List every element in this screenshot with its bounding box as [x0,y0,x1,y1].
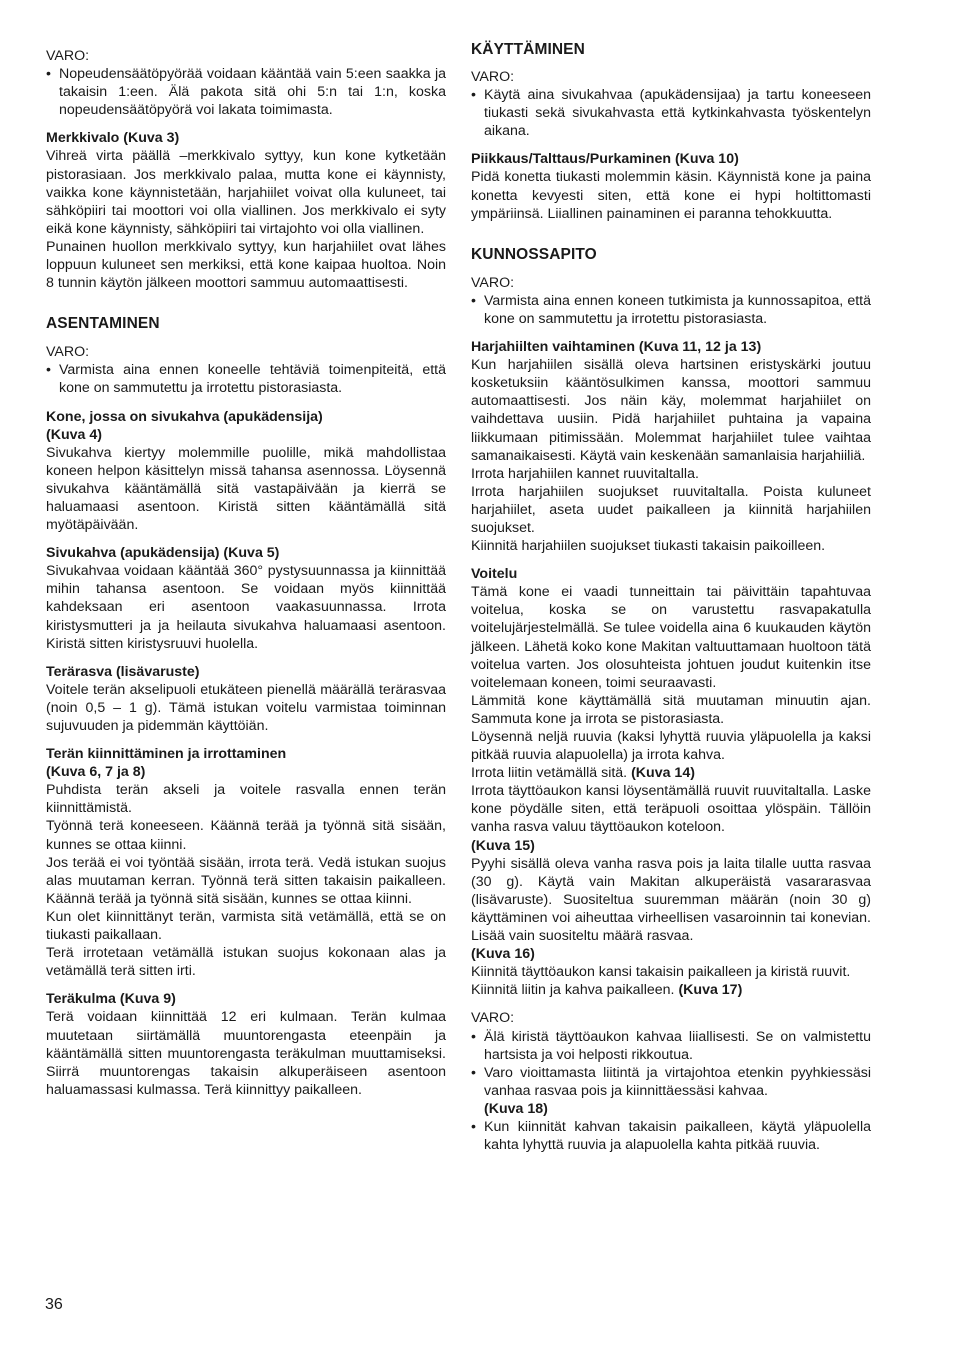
chapter-heading-kayttaminen: KÄYTTÄMINEN [471,41,585,58]
paragraph: Sivukahva kiertyy molemmille puolille, mikä mahdollistaa koneen helpon käsittelyn missä tahansa asennossa. Löysennä sivukahva kääntämällä sitä vastapäivään ja kierrä se haluamaasi asentoon. Kiristä sitten kääntämällä sitä myötäpäivään. [46,444,446,534]
section-heading-terakulma: Teräkulma (Kuva 9) [46,991,176,1008]
caution-item: • Nopeudensäätöpyörää voidaan kääntää vain 5:een saakka ja takaisin 1:een. Älä pakota sitä ohi 5:n tai 1:n, koska nopeudensäätöpyörä voi lakata toimimasta. [46,65,446,119]
paragraph: Löysennä neljä ruuvia (kaksi lyhyttä ruuvia yläpuolella ja kaksi pitkää ruuvia alapuolella) ja irrota kahva. [471,729,871,764]
paragraph: Jos terää ei voi työntää sisään, irrota terä. Vedä istukan suojus alas muutaman kerran. Työnnä terä sitten takaisin paikalleen. Käännä terää ja työnnä sitä sisään, kunnes se ottaa kiinni. [46,854,446,907]
paragraph: Vihreä virta päällä –merkkivalo syttyy, kun kone kytketään pistorasiaan. Jos merkkivalo palaa, mutta kone ei käynnisty, vaikka kone käynnistetään, harjahiilet voivat olla kuluneet, tai sähköpiiri tai moottori voi olla viallinen. Jos merkkivalo ei syty eikä kone käynnisty, sähköpiiri tai virtajohto voi olla viallinen. [46,148,446,237]
chapter-heading-asentaminen: ASENTAMINEN [46,315,160,333]
paragraph: Irrota täyttöaukon kansi löysentämällä ruuvit ruuvitaltalla. Laske kone pöydälle siten, että teräpuoli osoittaa ylöspäin. Tällöin vanha rasva valuu täyttöaukon koteloon. [471,783,871,836]
caution-item: • Varmista aina ennen koneen tutkimista ja kunnossapitoa, että kone on sammutettu ja irrotettu pistorasiasta. [471,292,871,328]
paragraph: Kun olet kiinnittänyt terän, varmista sitä vetämällä, että se on tiukasti paikallaan. [46,908,446,944]
section-heading-kone-ref: (Kuva 4) [46,426,102,443]
section-heading-merkkivalo: Merkkivalo (Kuva 3) [46,130,180,147]
paragraph: Sivukahvaa voidaan kääntää 360° pystysuunnassa ja kiinnittää mihin tahansa asentoon. Se voidaan myös kiinnittää kahdeksaan eri asentoon vaakasuunnassa. Irrota kiristysmutteri ja ja heilauta sivukahva haluamaasi asentoon. Kiristä sitten kiristysruuvi huolella. [46,563,446,652]
paragraph: Kiinnitä harjahiilen suojukset tiukasti takaisin paikoilleen. [471,538,826,555]
caution-label: VARO: [471,1010,515,1027]
paragraph [471,764,871,782]
paragraph: Kiinnitä täyttöaukon kansi takaisin paikalleen ja kiristä ruuvit. [471,964,851,981]
caution-list [46,65,446,119]
right-column [471,40,871,1154]
caution-label: VARO: [471,69,515,85]
left-column [46,47,446,1099]
section-heading-terarasva: Terärasva (lisävaruste) [46,663,200,680]
figure-ref: (Kuva 17) [678,982,743,999]
paragraph-text: Kiinnitä liitin ja kahva paikalleen. [471,982,675,999]
figure-ref: (Kuva 15) [471,837,535,854]
section-heading-voitelu: Voitelu [471,566,518,583]
page-number: 36 [45,1296,63,1313]
caution-list [46,361,446,397]
caution-list [471,86,871,140]
section-heading-sivukahva: Sivukahva (apukädensija) (Kuva 5) [46,545,280,562]
chapter-heading-kunnossapito: KUNNOSSAPITO [471,245,597,263]
caution-item: • Varmista aina ennen koneelle tehtäviä toimenpiteitä, että kone on sammutettu ja irrotettu pistorasiasta. [46,361,446,397]
paragraph: Voitele terän akselipuoli etukäteen pienellä määrällä terärasvaa (noin 0,5 – 1 g). Tämä istukan voitelu varmistaa toiminnan sujuvuuden ja pidemmän käyttöiän. [46,681,446,734]
paragraph [471,981,871,999]
caution-item [471,1064,871,1118]
paragraph: Irrota harjahiilen suojukset ruuvitaltalla. Poista kuluneet harjahiilet, aseta uudet paikalleen ja kiinnitä harjahiilen suojukset. [471,483,871,536]
caution-item: • Älä kiristä täyttöaukon kahvaa liiallisesti. Se on valmistettu hartsista ja voi helposti rikkoutua. [471,1028,871,1064]
caution-text: Varo vioittamasta liitintä ja virtajohtoa etenkin pyyhkiessäsi vanhaa rasvaa pois ja kiinnittäessäsi kahvaa. [484,1064,871,1099]
caution-list [471,292,871,328]
paragraph: Työnnä terä koneeseen. Käännä terää ja työnnä sitä sisään, kunnes se ottaa kiinni. [46,818,446,853]
figure-ref: (Kuva 14) [631,765,695,782]
paragraph-text: Irrota liitin vetämällä sitä. [471,765,628,782]
paragraph: Puhdista terän akseli ja voitele rasvalla ennen terän kiinnittämistä. [46,782,446,817]
caution-list [471,1028,871,1155]
caution-item: • Kun kiinnität kahvan takaisin paikalleen, käytä yläpuolella kahta lyhyttä ruuvia ja alapuolella kahta pitkää ruuvia. [471,1118,871,1154]
paragraph: Terä irrotetaan vetämällä istukan suojus kokonaan alas ja vetämällä terä sitten irti. [46,945,446,980]
section-heading-piikkaus: Piikkaus/Talttaus/Purkaminen (Kuva 10) [471,151,739,168]
paragraph: Punainen huollon merkkivalo syttyy, kun harjahiilet ovat lähes loppuun kuluneet sen merkiksi, että kone kaipaa huoltoa. Noin 8 tunnin käytön jälkeen moottori sammuu automaattisesti. [46,238,446,292]
paragraph: Tämä kone ei vaadi tunneittain tai päivittäin tapahtuvaa voitelua, koska se on varustettu rasvapakatulla voitelujärjestelmällä. Se tulee voidella aina 6 kuukauden käytön jälkeen. Lähetä koko kone Makitan valtuuttamaan huoltoon tätä voitelua varten. Jos olosuhteista johtuen joudut kuitenkin itse voitelemaan koneen, toimi seuraavasti. [471,584,871,691]
section-heading-harjahiilet: Harjahiilten vaihtaminen (Kuva 11, 12 ja 13) [471,339,762,356]
paragraph: Kun harjahiilen sisällä oleva hartsinen eristyskärki joutuu kosketuksiin kääntösulkimen kanssa, moottori sammuu automaattisesti. Jos näin käy, molemmat harjahiilet on vaihdettava uusiin. Pidä harjahiilet puhtaina ja vapaina liikkumaan pitimissään. Molemmat harjahiilet tulee vaihtaa samanaikaisesti. Käytä vain keskenään samanlaisia harjahiiliä. [471,357,871,464]
section-heading-kone: Kone, jossa on sivukahva (apukädensija) [46,408,323,425]
figure-ref: (Kuva 18) [484,1100,548,1117]
paragraph: Irrota harjahiilen kannet ruuvitaltalla. [471,465,699,482]
caution-item: • Käytä aina sivukahvaa (apukädensijaa) ja tartu koneeseen tiukasti sekä sivukahvasta että kytkinkahvasta työskentelyn aikana. [471,86,871,140]
paragraph: Terä voidaan kiinnittää 12 eri kulmaan. Terän kulmaa muutetaan siirtämällä muuntorengasta eteenpäin ja kääntämällä sitten muuntorengasta teräkulman muuttamiseksi. Siirrä muuntorengas takaisin alkuperäiseen asentoon haluamassasi kulmassa. Terä kiinnittyy paikalleen. [46,1009,446,1098]
section-heading-teran-kiinnittaminen: Terän kiinnittäminen ja irrottaminen [46,746,287,763]
caution-label: VARO: [46,344,90,361]
paragraph: Pidä konetta tiukasti molemmin käsin. Käynnistä kone ja paina konetta kevyesti siten, että kone ei hypi holtittomasti ympäriinsä. Liiallinen painaminen ei paranna tehokkuutta. [471,169,871,222]
caution-label: VARO: [46,48,90,64]
figure-ref: (Kuva 16) [471,946,535,963]
section-heading-teran-ref: (Kuva 6, 7 ja 8) [46,764,146,781]
caution-label: VARO: [471,274,515,291]
paragraph: Lämmitä kone käyttämällä sitä muutaman minuutin ajan. Sammuta kone ja irrota se pistorasiasta. [471,692,871,727]
paragraph: Pyyhi sisällä oleva vanha rasva pois ja laita tilalle uutta rasvaa (30 g). Käytä vain Makitan alkuperäistä vasararasvaa (lisävaruste). Suositeltua suuremman määrän (noin 30 g) käyttäminen voi aiheuttaa virheellisen vasaroinnin tai konevian. Lisää vain suositeltu määrä rasvaa. [471,855,871,945]
